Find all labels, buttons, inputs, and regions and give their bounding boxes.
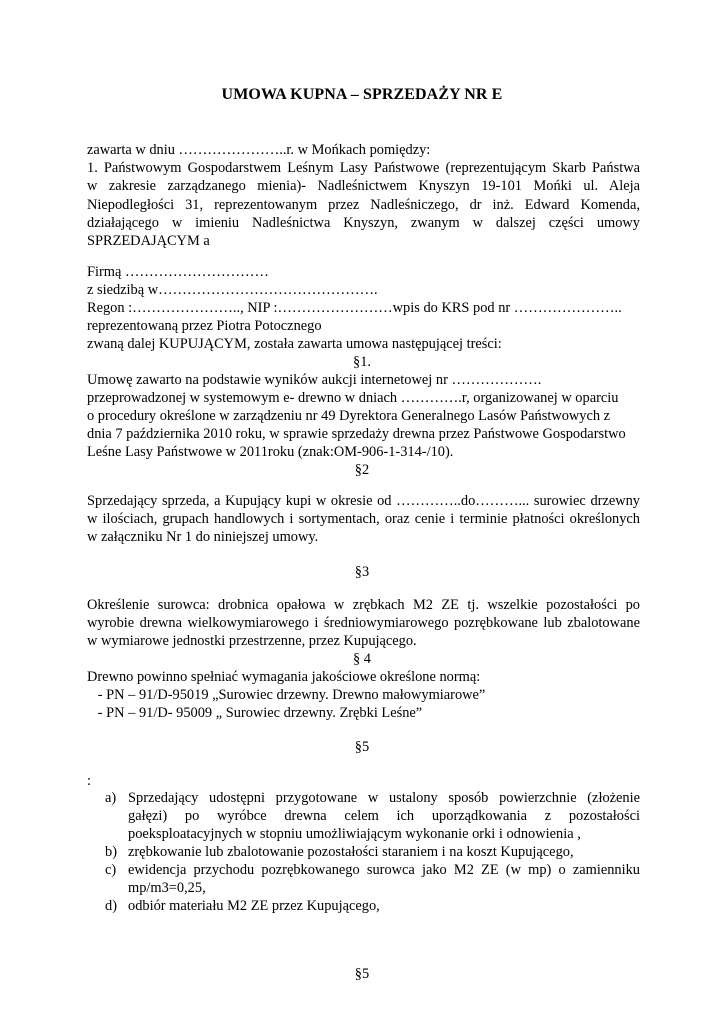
intro-line: zawarta w dniu …………………..r. w Mońkach pomiędzy: — [87, 142, 431, 158]
intro-line: SPRZEDAJĄCYM a — [87, 233, 210, 249]
section-heading: §1. — [353, 354, 371, 370]
list-item-line: ewidencja przychodu pozrębkowanego surowca jako M2 ZE (w mp) o zamienniku — [128, 862, 640, 878]
list-item-label: d) — [105, 898, 117, 914]
section-line: w załączniku Nr 1 do niniejszej umowy. — [87, 529, 319, 545]
section-line: w ilościach, grupach handlowych i sortymentach, oraz cenie i terminie płatności określonych — [87, 511, 640, 527]
norm-line: - PN – 91/D- 95009 „ Surowiec drzewny. Zrębki Leśne” — [87, 705, 423, 721]
section-heading: §5 — [354, 739, 370, 755]
buyer-line: Firmą ………………………… — [87, 264, 269, 280]
section-line: dnia 7 października 2010 roku, w sprawie sprzedaży drewna przez Państwowe Gospodarstwo — [87, 426, 626, 442]
section-line: wyrobie drewna wielkowymiarowego i średniowymiarowego pozrębkowane lub zbalotowane — [87, 615, 640, 631]
list-item-line: mp/m3=0,25, — [128, 880, 206, 896]
intro-line: 1. Państwowym Gospodarstwem Leśnym Lasy Państwowe (reprezentującym Skarb Państwa — [87, 160, 640, 176]
document-title: UMOWA KUPNA – SPRZEDAŻY NR E — [221, 86, 503, 103]
list-item-line: poeksploatacyjnych w stopniu umożliwiającym wykonanie orki i odnowienia , — [128, 826, 581, 842]
section-line: Określenie surowca: drobnica opałowa w zrębkach M2 ZE tj. wszelkie pozostałości po — [87, 597, 640, 613]
list-item-label: c) — [105, 862, 117, 878]
list-item-line: Sprzedający udostępni przygotowane w ustalony sposób powierzchnie (złożenie — [128, 790, 640, 806]
list-item-label: a) — [105, 790, 117, 806]
buyer-line: Regon :………………….., NIP :……………………wpis do KRS pod nr ………………….. — [87, 300, 622, 316]
colon-mark: : — [87, 773, 91, 789]
section-line: przeprowadzonej w systemowym e- drewno w dniach ………….r, organizowanej w oparciu — [87, 390, 619, 406]
section-line: Umowę zawarto na podstawie wyników aukcji internetowej nr ………………. — [87, 372, 542, 388]
section-heading: § 4 — [353, 651, 371, 667]
section-heading: §5 — [354, 966, 370, 982]
section-line: Sprzedający sprzeda, a Kupujący kupi w okresie od …………..do………... surowiec drzewny — [87, 493, 640, 509]
section-line: Leśne Lasy Państwowe w 2011roku (znak:OM-906-1-314-/10). — [87, 444, 454, 460]
intro-line: Niepodległości 31, reprezentowanym przez Nadleśniczego, dr inż. Edward Komenda, — [87, 197, 640, 213]
section-line: o procedury określone w zarządzeniu nr 49 Dyrektora Generalnego Lasów Państwowych z — [87, 408, 611, 424]
intro-line: w zakresie zarządzanego mienia)- Nadleśnictwem Knyszyn 19-101 Mońki ul. Aleja — [87, 178, 640, 194]
list-item-label: b) — [105, 844, 117, 860]
norm-line: - PN – 91/D-95019 „Surowiec drzewny. Drewno małowymiarowe” — [87, 687, 486, 703]
section-line: Drewno powinno spełniać wymagania jakościowe określone normą: — [87, 669, 481, 685]
intro-line: działającego w imieniu Nadleśnictwa Knyszyn, zwanym w dalszej części umowy — [87, 215, 640, 231]
buyer-line: z siedzibą w………………………………………. — [87, 282, 378, 298]
list-item-line: zrębkowanie lub zbalotowanie pozostałości staraniem i na koszt Kupującego, — [128, 844, 574, 860]
buyer-line: reprezentowaną przez Piotra Potocznego — [87, 318, 322, 334]
list-item-line: odbiór materiału M2 ZE przez Kupującego, — [128, 898, 380, 914]
section-line: w wymiarowe jednostki przestrzenne, przez Kupującego. — [87, 633, 417, 649]
section-heading: §3 — [354, 564, 370, 580]
section-heading: §2 — [354, 462, 370, 478]
list-item-line: gałęzi) po wyróbce drewna celem ich uporządkowania z pozostałości — [128, 808, 640, 824]
buyer-line: zwaną dalej KUPUJĄCYM, została zawarta umowa następującej treści: — [87, 336, 502, 352]
